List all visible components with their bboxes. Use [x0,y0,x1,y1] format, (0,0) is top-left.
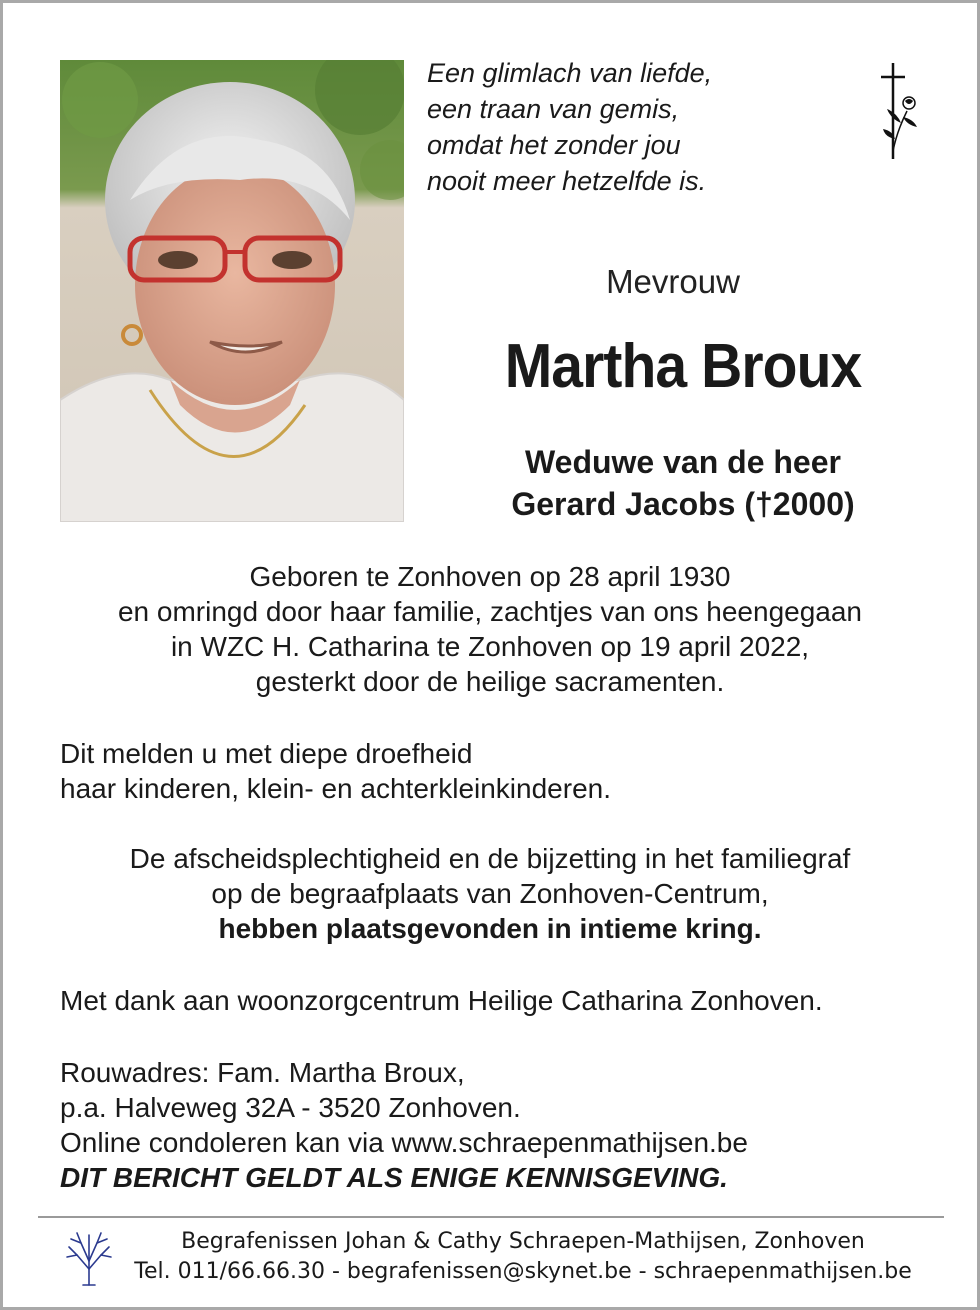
address-line: Rouwadres: Fam. Martha Broux, [60,1057,465,1088]
spouse-line: Weduwe van de heer [525,444,841,480]
footer-divider [38,1216,944,1218]
detail-line: gesterkt door de heilige sacramenten. [255,666,725,697]
ceremony-line-bold: hebben plaatsgevonden in intieme kring. [218,913,762,944]
funeral-home-contact: Tel. 011/66.66.30 - begrafenissen@skynet.be - schraepenmathijsen.be [134,1259,912,1284]
funeral-home-footer [103,1227,943,1287]
deceased-name: Martha Broux [504,332,862,401]
address-line: p.a. Halveweg 32A - 3520 Zonhoven. [60,1092,521,1123]
detail-line: Geboren te Zonhoven op 28 april 1930 [249,561,731,592]
announcement [60,736,940,806]
spouse-line: Gerard Jacobs (†2000) [511,486,855,522]
ceremony-details [3,841,977,946]
funeral-home-name: Begrafenissen Johan & Cathy Schraepen-Mathijsen, Zonhoven [181,1229,865,1254]
detail-line: en omringd door haar familie, zachtjes van ons heengegaan [117,596,863,627]
announcement-line: Dit melden u met diepe droefheid [60,738,473,769]
salutation: Mevrouw [606,263,740,300]
poem-line: omdat het zonder jou [427,130,681,160]
ceremony-line: De afscheidsplechtigheid en de bijzetting in het familiegraf [129,843,851,874]
mourning-address [60,1055,960,1195]
announcement-line: haar kinderen, klein- en achterkleinkinderen. [60,773,611,804]
birth-death-details [3,559,977,699]
thanks-note: Met dank aan woonzorgcentrum Heilige Catharina Zonhoven. [60,985,823,1016]
poem-line: nooit meer hetzelfde is. [427,166,707,196]
spouse-info [423,441,943,525]
official-notice: DIT BERICHT GELDT ALS ENIGE KENNISGEVING. [60,1162,728,1193]
portrait-photo [60,60,404,522]
cross-with-rose-icon [871,61,927,161]
poem-line: een traan van gemis, [427,94,680,124]
ceremony-line: op de begraafplaats van Zonhoven-Centrum, [211,878,769,909]
poem-line: Een glimlach van liefde, [427,58,713,88]
condolence-line: Online condoleren kan via www.schraepenmathijsen.be [60,1127,748,1158]
detail-line: in WZC H. Catharina te Zonhoven op 19 april 2022, [170,631,810,662]
memorial-poem [427,55,847,199]
